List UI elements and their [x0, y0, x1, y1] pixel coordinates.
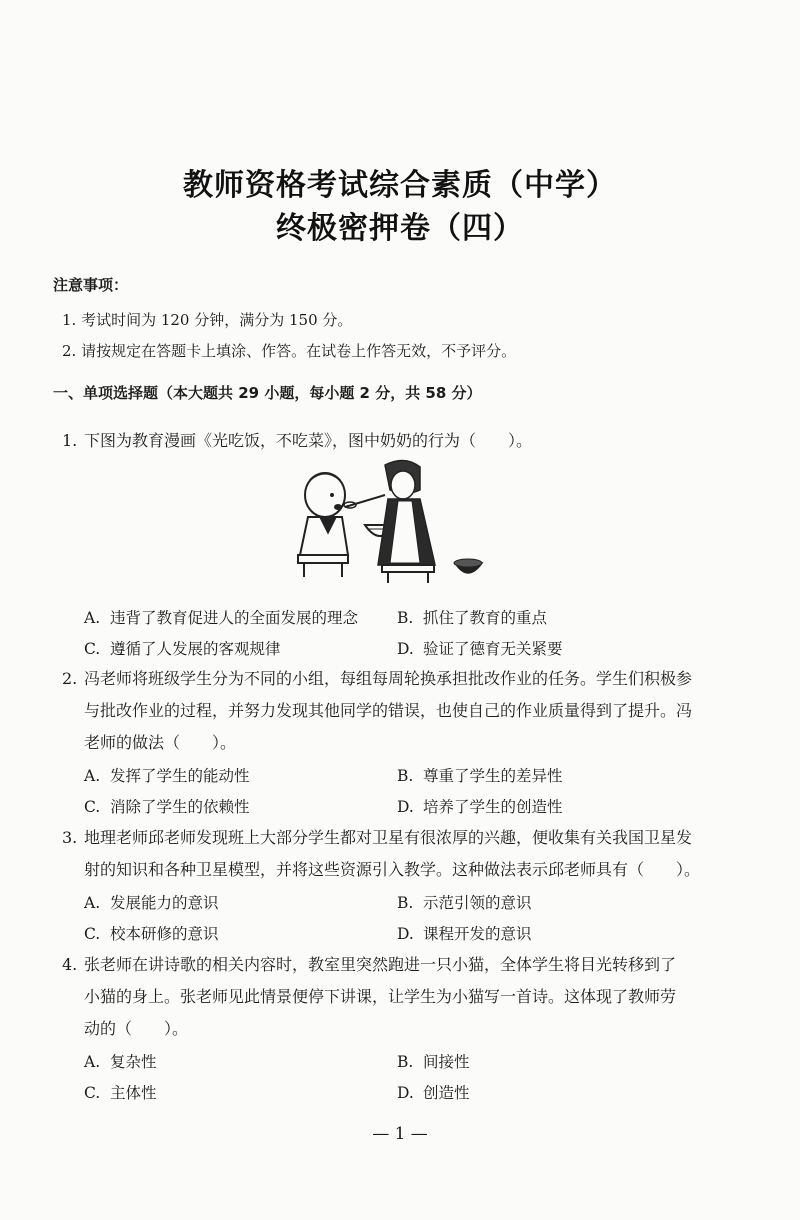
option-4b[interactable]: B. 间接性: [397, 1053, 470, 1071]
option-4c[interactable]: C. 主体性: [84, 1084, 157, 1102]
option-4d[interactable]: D. 创造性: [397, 1084, 470, 1102]
question-2: [62, 663, 727, 759]
question-text-line: 动的（ ）。: [84, 1019, 189, 1038]
option-3b[interactable]: B. 示范引领的意识: [397, 894, 532, 912]
option-2c[interactable]: C. 消除了学生的依赖性: [84, 798, 250, 816]
question-1: [62, 425, 727, 457]
section-heading: 一、单项选择题（本大题共 29 小题，每小题 2 分，共 58 分）: [53, 384, 482, 402]
question-text-line: 老师的做法（ ）。: [84, 733, 237, 752]
question-number: 3.: [62, 828, 78, 847]
question-text-line: 与批改作业的过程，并努力发现其他同学的错误，也使自己的作业质量得到了提升。冯: [84, 701, 693, 720]
option-2d[interactable]: D. 培养了学生的创造性: [397, 798, 563, 816]
question-number: 4.: [62, 955, 78, 974]
exam-title: 教师资格考试综合素质（中学）: [183, 168, 617, 203]
option-3c[interactable]: C. 校本研修的意识: [84, 925, 219, 943]
option-3a[interactable]: A. 发展能力的意识: [84, 894, 219, 912]
question-number: 1.: [62, 431, 78, 450]
cartoon-illustration: [270, 455, 500, 585]
notice-item-2: 2. 请按规定在答题卡上填涂、作答。在试卷上作答无效，不予评分。: [62, 342, 517, 360]
option-1d[interactable]: D. 验证了德育无关紧要: [397, 640, 563, 658]
notice-item-1: 1. 考试时间为 120 分钟，满分为 150 分。: [62, 311, 353, 329]
option-3d[interactable]: D. 课程开发的意识: [397, 925, 532, 943]
question-3: [62, 822, 727, 886]
option-2a[interactable]: A. 发挥了学生的能动性: [84, 767, 250, 785]
option-2b[interactable]: B. 尊重了学生的差异性: [397, 767, 563, 785]
question-text-line: 小猫的身上。张老师见此情景便停下讲课，让学生为小猫写一首诗。这体现了教师劳: [84, 987, 677, 1006]
exam-subtitle: 终极密押卷（四）: [276, 211, 524, 246]
question-number: 2.: [62, 669, 78, 688]
question-text-line: 下图为教育漫画《光吃饭，不吃菜》，图中奶奶的行为（ ）。: [84, 431, 533, 450]
option-4a[interactable]: A. 复杂性: [84, 1053, 157, 1071]
question-text-line: 射的知识和各种卫星模型，并将这些资源引入教学。这种做法表示邱老师具有（ ）。: [84, 860, 701, 879]
option-1b[interactable]: B. 抓住了教育的重点: [397, 609, 548, 627]
question-text-line: 地理老师邱老师发现班上大部分学生都对卫星有很浓厚的兴趣，便收集有关我国卫星发: [84, 828, 693, 847]
notice-heading: 注意事项：: [53, 276, 129, 294]
option-1c[interactable]: C. 遵循了人发展的客观规律: [84, 640, 281, 658]
question-4: [62, 949, 727, 1045]
question-text-line: 冯老师将班级学生分为不同的小组，每组每周轮换承担批改作业的任务。学生们积极参: [84, 669, 693, 688]
question-text-line: 张老师在讲诗歌的相关内容时，教室里突然跑进一只小猫，全体学生将目光转移到了: [84, 955, 677, 974]
option-1a[interactable]: A. 违背了教育促进人的全面发展的理念: [84, 609, 359, 627]
page-number: — 1 —: [372, 1124, 428, 1144]
